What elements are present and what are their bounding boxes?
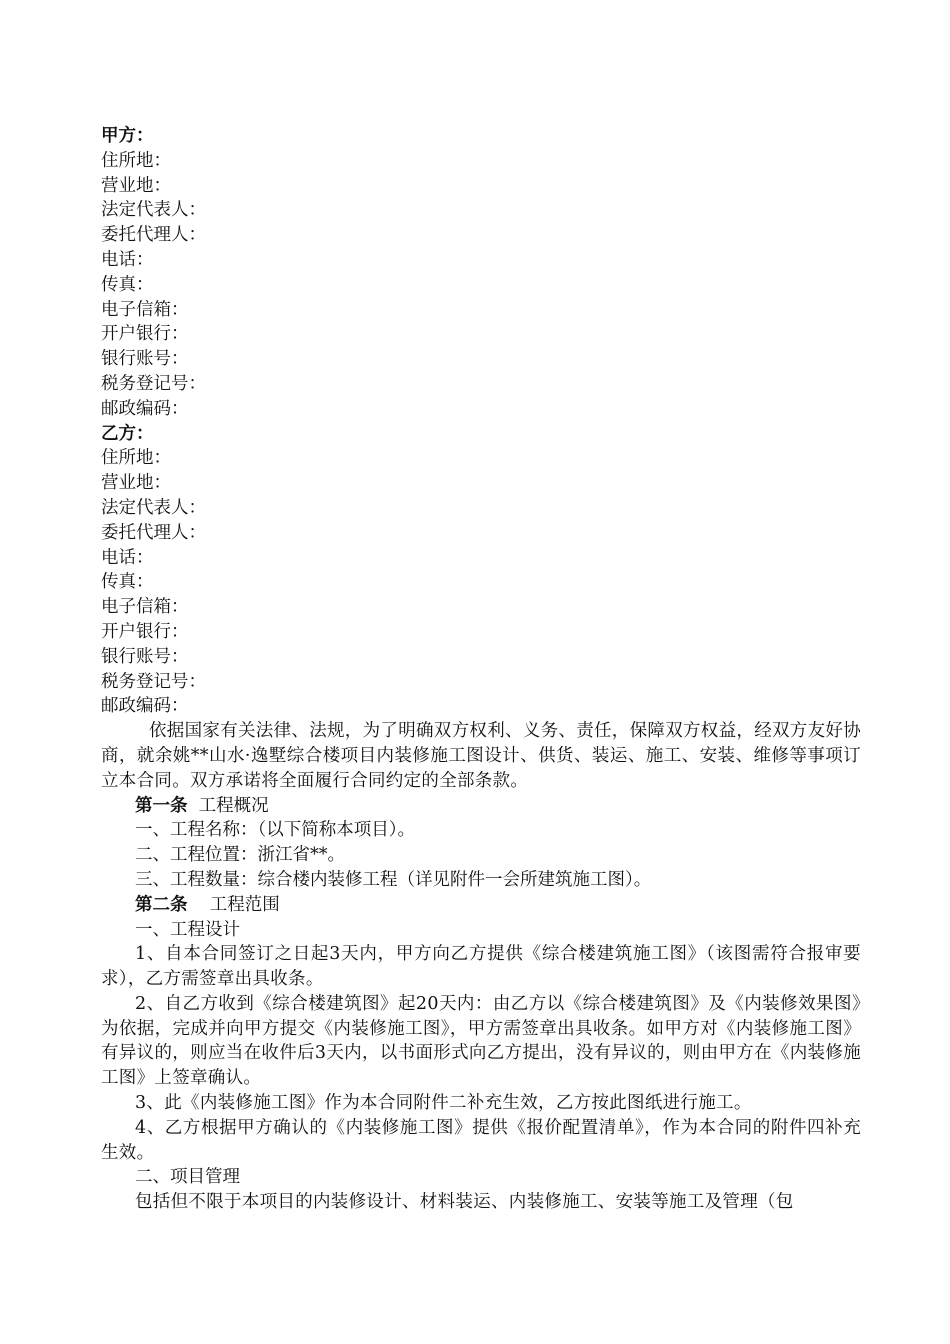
party-b-field: 传真： — [101, 572, 154, 593]
article-1-item: 二、工程位置：浙江省**。 — [135, 845, 345, 866]
article-1-item: 三、工程数量：综合楼内装修工程（详见附件一会所建筑施工图）。 — [135, 869, 652, 890]
party-a-field: 法定代表人： — [101, 200, 206, 221]
party-a-field: 银行账号： — [101, 349, 189, 370]
party-a-field: 电话： — [101, 249, 154, 270]
article-1-heading-line — [101, 794, 861, 819]
party-a-field: 税务登记号： — [101, 373, 206, 394]
party-a-field: 委托代理人： — [101, 225, 206, 246]
party-b-fields — [101, 446, 861, 719]
party-a-field: 传真： — [101, 274, 154, 295]
party-a-fields — [101, 149, 861, 422]
article-2-paragraph: 2、自乙方收到《综合楼建筑图》起20天内：由乙方以《综合楼建筑图》及《内装修效果图》为依据，完成并向甲方提交《内装修施工图》，甲方需签章出具收条。如甲方对《内装修施工图》有异议的，则应当在收件后3天内，以书面形式向乙方提出，没有异议的，则由甲方在《内装修施工图》上签章确认。 — [101, 993, 861, 1089]
article-1-item: 一、工程名称：（以下简称本项目）。 — [135, 820, 415, 841]
article-1-number: 第一条 — [135, 795, 188, 816]
party-b-field: 银行账号： — [101, 646, 189, 667]
article-2-paragraph: 1、自本合同签订之日起3天内，甲方向乙方提供《综合楼建筑施工图》（该图需符合报审要求），乙方需签章出具收条。 — [101, 944, 861, 990]
party-b-field: 税务登记号： — [101, 671, 206, 692]
article-1-title: 工程概况 — [198, 795, 269, 816]
party-a-title: 甲方： — [101, 126, 154, 146]
party-b-field: 住所地： — [101, 448, 171, 469]
article-2-heading-line — [101, 893, 861, 918]
party-a-field: 住所地： — [101, 150, 171, 171]
article-2-title: 工程范围 — [209, 894, 280, 915]
party-b-field: 委托代理人： — [101, 522, 206, 543]
party-b-field: 开户银行： — [101, 621, 189, 642]
party-b-title: 乙方： — [101, 423, 154, 444]
party-a-field: 邮政编码： — [101, 398, 189, 419]
party-b-field: 邮政编码： — [101, 696, 189, 717]
article-2-subheading: 二、项目管理 — [135, 1167, 240, 1188]
party-b-field: 电子信箱： — [101, 597, 189, 618]
party-a-field: 开户银行： — [101, 324, 189, 345]
party-b-field: 电话： — [101, 547, 154, 568]
article-2-paragraph: 包括但不限于本项目的内装修设计、材料装运、内装修施工、安装等施工及管理（包 — [135, 1192, 794, 1213]
party-b-field: 法定代表人： — [101, 497, 206, 518]
party-a-field: 营业地： — [101, 175, 171, 196]
article-2-subheading: 一、工程设计 — [135, 919, 240, 940]
article-2-paragraph: 3、此《内装修施工图》作为本合同附件二补充生效，乙方按此图纸进行施工。 — [135, 1093, 752, 1114]
party-b-field: 营业地： — [101, 473, 171, 494]
article-2-paragraph: 4、乙方根据甲方确认的《内装修施工图》提供《报价配置清单》，作为本合同的附件四补充生效。 — [101, 1117, 861, 1163]
contract-body — [101, 124, 861, 1215]
intro-paragraph: 依据国家有关法律、法规，为了明确双方权利、义务、责任，保障双方权益，经双方友好协商，就余姚**山水·逸墅综合楼项目内装修施工图设计、供货、装运、施工、安装、维修等事项订立本合同。双方承诺将全面履行合同约定的全部条款。 — [101, 721, 861, 791]
party-a-field: 电子信箱： — [101, 299, 189, 320]
article-2-number: 第二条 — [135, 894, 188, 915]
